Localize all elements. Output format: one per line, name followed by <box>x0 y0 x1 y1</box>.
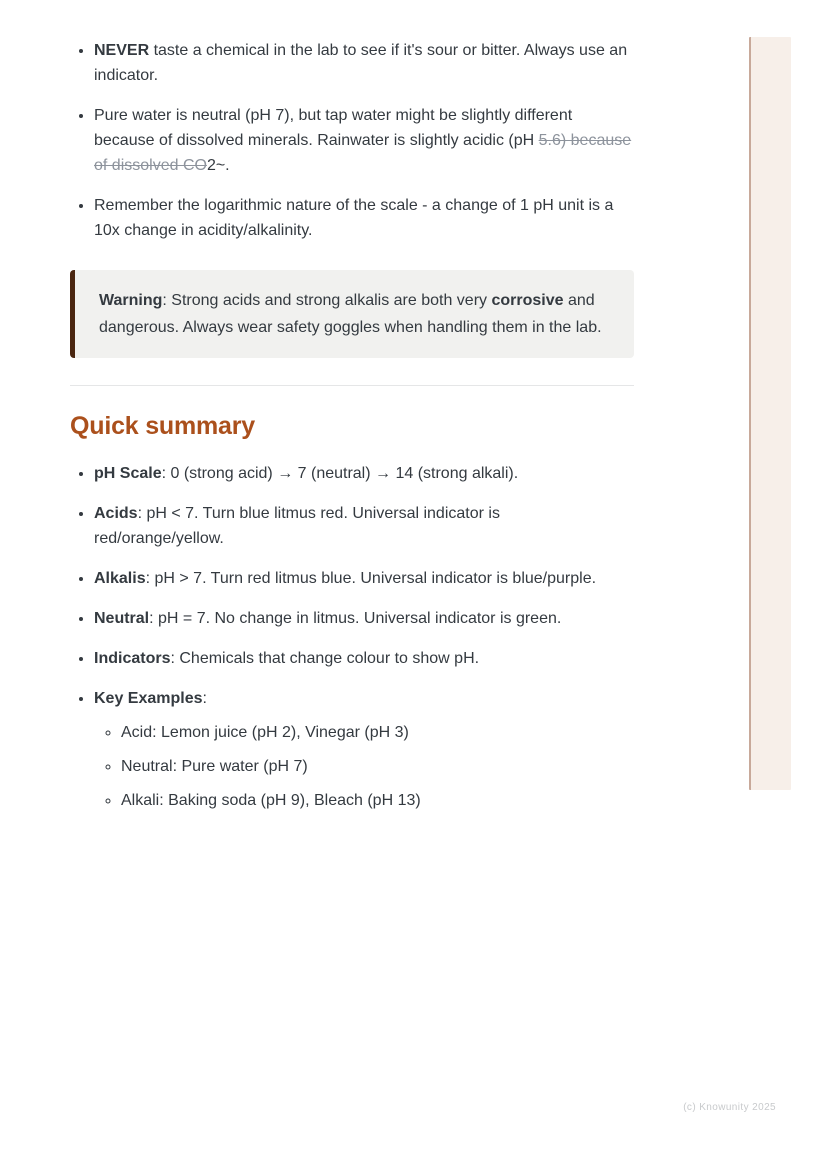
summary-item-label: Neutral <box>94 610 150 627</box>
summary-item-label: Alkalis <box>94 570 146 587</box>
summary-item-label: pH Scale <box>94 465 162 482</box>
summary-item-label: Indicators <box>94 650 171 667</box>
summary-item-text: : pH > 7. Turn red litmus blue. Universal indicator is blue/purple. <box>145 570 597 587</box>
summary-item-text: : 0 (strong acid) → 7 (neutral) → 14 (strong alkali). <box>161 465 519 482</box>
summary-item-label: Key Examples <box>94 690 203 707</box>
text-segment: : Strong acids and strong alkalis are both very <box>162 292 492 309</box>
warning-text <box>99 287 606 341</box>
note-item <box>94 193 634 243</box>
examples-sublist <box>94 720 634 813</box>
bold-text: Warning <box>99 292 163 309</box>
summary-item-text: : <box>202 690 207 707</box>
section-heading: Quick summary <box>70 412 255 440</box>
section-divider <box>70 385 634 386</box>
example-item: ◦ Acid: Lemon juice (pH 2), Vinegar (pH 3) <box>121 720 634 745</box>
warning-callout <box>70 270 634 358</box>
summary-item <box>94 501 634 551</box>
bold-text: corrosive <box>491 292 564 309</box>
summary-item-text: : pH < 7. Turn blue litmus red. Universal indicator is red/orange/yellow. <box>94 505 500 547</box>
text-segment: and dangerous. Always wear safety goggles when handling them in the lab. <box>99 292 602 336</box>
summary-list <box>70 461 634 813</box>
document-content <box>70 38 634 813</box>
summary-item <box>94 606 634 631</box>
summary-item <box>94 461 634 486</box>
example-item: ◦ Alkali: Baking soda (pH 9), Bleach (pH 13) <box>121 788 634 813</box>
summary-item-text: : pH = 7. No change in litmus. Universal indicator is green. <box>149 610 562 627</box>
text-segment: 2~. <box>206 157 230 174</box>
bold-text: NEVER <box>94 42 150 59</box>
text-segment: Pure water is neutral (pH 7), but tap water might be slightly different because of dissolved minerals. Rainwater is slightly acidic (pH <box>94 107 573 149</box>
summary-item-label: Acids <box>94 505 138 522</box>
note-item <box>94 38 634 88</box>
summary-item <box>94 566 634 591</box>
summary-item <box>94 646 634 671</box>
note-item <box>94 103 634 178</box>
copyright-footer: (c) Knowunity 2025 <box>683 1102 776 1113</box>
example-item: ◦ Neutral: Pure water (pH 7) <box>121 754 634 779</box>
strikethrough-text: 5.6) because of dissolved CO <box>94 132 632 174</box>
summary-item <box>94 686 634 813</box>
summary-item-text: : Chemicals that change colour to show pH. <box>170 650 480 667</box>
page-edge-decoration <box>749 37 791 790</box>
text-segment: taste a chemical in the lab to see if it's sour or bitter. Always use an indicator. <box>94 42 628 84</box>
notes-list <box>70 38 634 243</box>
text-segment: Remember the logarithmic nature of the scale - a change of 1 pH unit is a 10x change in acidity/alkalinity. <box>94 197 614 239</box>
